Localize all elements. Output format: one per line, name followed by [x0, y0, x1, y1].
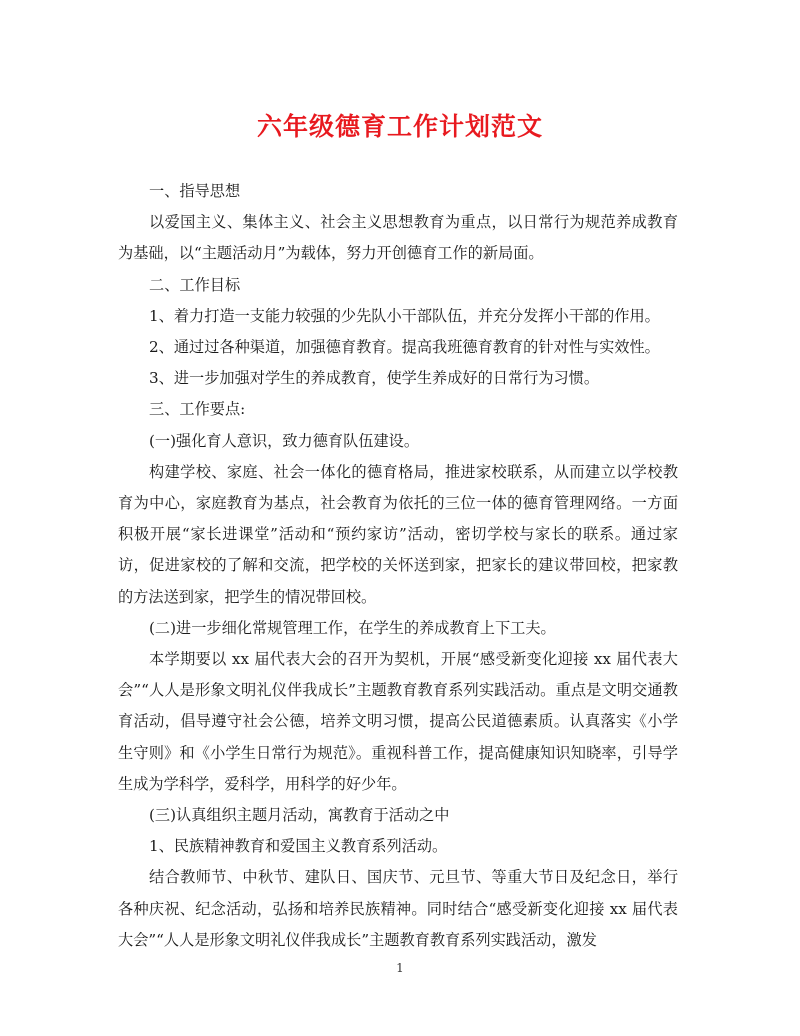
document-title: 六年级德育工作计划范文: [256, 112, 543, 141]
subheading-3: (三)认真组织主题月活动，寓教育于活动之中: [149, 806, 450, 825]
paragraph: 本学期要以 xx 届代表大会的召开为契机，开展“感受新变化迎接 xx 届代表大会”“人人是形象文明礼仪伴我成长”主题教育教育系列实践活动。重点是文明交通教育活动，倡导遵守社会公德，培养文明习惯，提高公民道德素质。认真落实《小学生守则》和《小学生日常行为规范》。重视科普工作，提高健康知识知晓率，引导学生成为学科学，爱科学，用科学的好少年。: [118, 650, 678, 793]
activity-item-1: 1、民族精神教育和爱国主义教育系列活动。: [149, 837, 448, 856]
document-body: [118, 176, 678, 956]
goal-item-1: 1、着力打造一支能力较强的少先队小干部队伍，并充分发挥小干部的作用。: [149, 306, 660, 325]
goal-item-3: 3、进一步加强对学生的养成教育，使学生养成好的日常行为习惯。: [149, 369, 600, 388]
section-heading-work-points: 三、工作要点:: [149, 400, 246, 419]
paragraph: 构建学校、家庭、社会一体化的德育格局，推进家校联系，从而建立以学校教育为中心，家庭教育为基点，社会教育为依托的三位一体的德育管理网络。一方面积极开展“家长进课堂”活动和“预约家访”活动，密切学校与家长的联系。通过家访，促进家校的了解和交流，把学校的关怀送到家，把家长的建议带回校，把家教的方法送到家，把学生的情况带回校。: [118, 462, 678, 606]
goal-item-2: 2、通过过各种渠道，加强德育教育。提高我班德育教育的针对性与实效性。: [149, 338, 660, 357]
paragraph: 结合教师节、中秋节、建队日、国庆节、元旦节、等重大节日及纪念日，举行各种庆祝、纪念活动，弘扬和培养民族精神。同时结合“感受新变化迎接 xx 届代表大会”“人人是形象文明礼仪伴我成长”主题教育教育系列实践活动，激发: [118, 868, 678, 949]
section-heading-work-goals: 二、工作目标: [149, 275, 241, 294]
paragraph: 以爱国主义、集体主义、社会主义思想教育为重点，以日常行为规范养成教育为基础，以“主题活动月”为载体，努力开创德育工作的新局面。: [118, 213, 678, 263]
section-heading-guiding-ideology: 一、指导思想: [149, 182, 241, 200]
page-number: 1: [396, 961, 404, 975]
subheading-2: (二)进一步细化常规管理工作，在学生的养成教育上下工夫。: [149, 618, 556, 637]
subheading-1: (一)强化育人意识，致力德育队伍建设。: [149, 431, 420, 450]
